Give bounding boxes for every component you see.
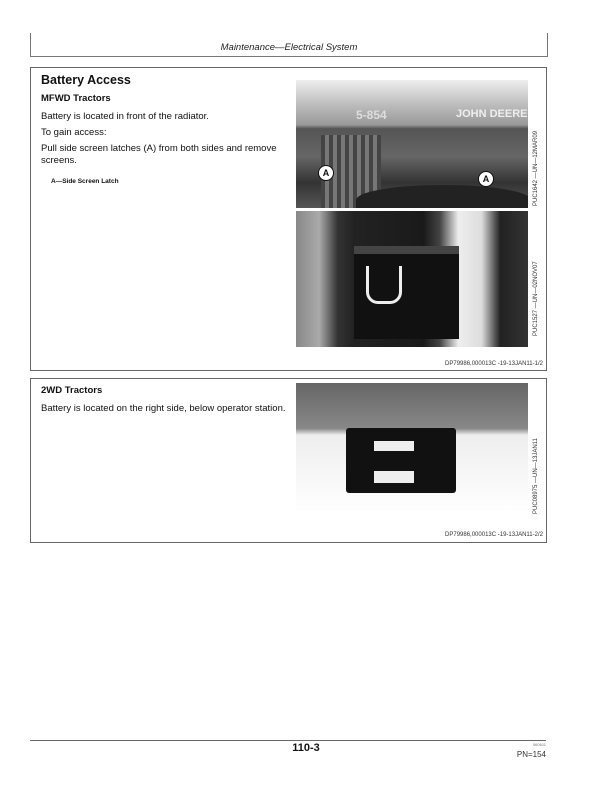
- header-title: Maintenance—Electrical System: [220, 42, 358, 53]
- battery-photo: [296, 211, 528, 347]
- brand-label: JOHN DEERE: [456, 108, 528, 120]
- callout-a-left: A: [318, 165, 334, 181]
- battery-box-photo: [296, 383, 528, 513]
- tire: [356, 185, 528, 208]
- battery-box: [346, 428, 456, 493]
- model-label: 5-854: [356, 108, 387, 122]
- figure-legend: A—Side Screen Latch: [51, 178, 119, 185]
- battery-label: [374, 441, 414, 451]
- callout-a-right: A: [478, 171, 494, 187]
- battery-label: [374, 471, 414, 483]
- reference-code: DP79986,000013C -19-13JAN11-2/2: [445, 532, 543, 538]
- section-subtitle: MFWD Tractors: [41, 93, 111, 104]
- paragraph: To gain access:: [41, 127, 107, 138]
- photo-id: PUC08975 —UN—13JAN11: [533, 438, 539, 514]
- paragraph: Battery is located in front of the radiator.: [41, 111, 209, 122]
- section-title: Battery Access: [41, 73, 131, 87]
- section-subtitle: 2WD Tractors: [41, 385, 103, 396]
- section-battery-access-2wd: [30, 378, 547, 543]
- section-battery-access-mfwd: [30, 67, 547, 371]
- tractor-hood-photo: [296, 80, 528, 208]
- page-number: 110-3: [292, 742, 320, 754]
- paragraph: Battery is located on the right side, below operator station.: [41, 403, 286, 414]
- paragraph: Pull side screen latches (A) from both sides and remove screens.: [41, 143, 277, 166]
- reference-code: DP79986,000013C -19-13JAN11-1/2: [445, 361, 543, 367]
- photo-id: PUC1527 —UN—02NOV07: [533, 261, 539, 336]
- photo-id: PUC1642 —UN—12MAR09: [533, 130, 539, 206]
- battery-strap: [366, 266, 402, 304]
- footer-code: 060611: [532, 742, 546, 747]
- pn-number: PN=154: [516, 750, 546, 759]
- page-header: [30, 33, 548, 57]
- footer-divider: [30, 740, 546, 741]
